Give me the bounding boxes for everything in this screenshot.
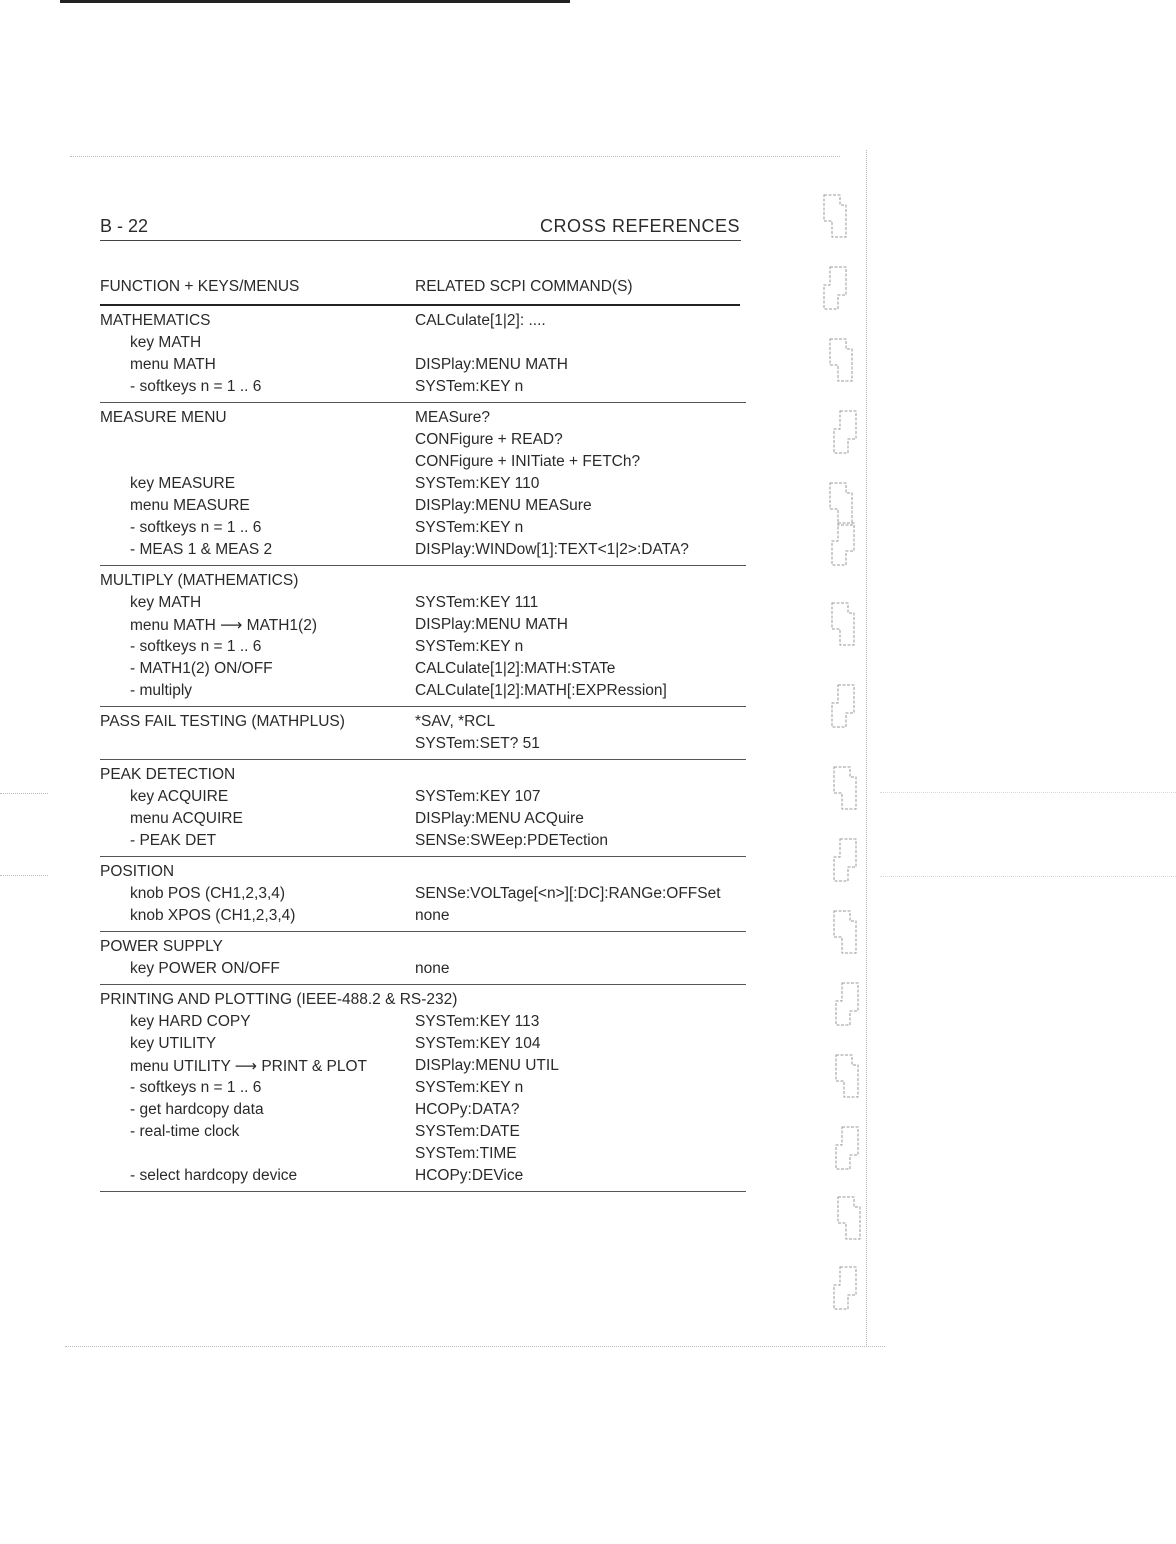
dotted-guide-line [0, 793, 48, 794]
scpi-command-cell: DISPlay:MENU ACQuire [415, 810, 584, 827]
column-headers [100, 276, 746, 304]
table-row [100, 936, 746, 958]
scpi-command-cell: *SAV, *RCL [415, 713, 496, 730]
header-rule [100, 240, 741, 241]
function-cell: POWER SUPPLY [100, 938, 223, 955]
scpi-command-cell: SYSTem:KEY 110 [415, 475, 540, 492]
page-top-edge [60, 0, 570, 3]
column-header-scpi: RELATED SCPI COMMAND(S) [415, 278, 633, 295]
table-group [100, 566, 746, 707]
table-row [100, 711, 746, 733]
function-cell: - softkeys n = 1 .. 6 [130, 378, 262, 395]
table-group [100, 760, 746, 857]
function-cell: PRINTING AND PLOTTING (IEEE-488.2 & RS-232) [100, 991, 458, 1008]
function-cell: - PEAK DET [130, 832, 217, 849]
index-tab-icon [832, 1265, 858, 1311]
index-tab-icon [822, 265, 848, 311]
function-cell: - MEAS 1 & MEAS 2 [130, 541, 273, 558]
index-tab-icon [830, 601, 856, 647]
table-row [100, 905, 746, 927]
table-row [100, 1011, 746, 1033]
dotted-guide-line [0, 875, 48, 876]
function-cell: menu UTILITY ⟶ PRINT & PLOT [130, 1058, 367, 1075]
function-cell: key ACQUIRE [130, 788, 229, 805]
table-row [100, 310, 746, 332]
table-row [100, 451, 746, 473]
index-tab-icon [836, 1195, 862, 1241]
scpi-command-cell: none [415, 960, 450, 977]
scpi-command-cell: SYSTem:KEY n [415, 638, 524, 655]
scpi-command-cell: SYSTem:TIME [415, 1145, 517, 1162]
table-row [100, 786, 746, 808]
table-row [100, 658, 746, 680]
scpi-command-cell: HCOPy:DATA? [415, 1101, 520, 1118]
function-cell: menu ACQUIRE [130, 810, 243, 827]
table-row [100, 1099, 746, 1121]
table-row [100, 958, 746, 980]
index-tab-icon [832, 909, 858, 955]
function-cell: menu MATH ⟶ MATH1(2) [130, 617, 317, 634]
table-group [100, 707, 746, 760]
table-row [100, 1077, 746, 1099]
section-title: CROSS REFERENCES [539, 216, 740, 236]
scpi-command-cell: SYSTem:KEY 111 [415, 594, 539, 611]
index-tab-icon [834, 981, 860, 1027]
table-row [100, 861, 746, 883]
table-row [100, 1033, 746, 1055]
table-group [100, 932, 746, 985]
function-cell: - softkeys n = 1 .. 6 [130, 519, 262, 536]
index-tab-strip [818, 185, 878, 1315]
scpi-command-cell: SYSTem:KEY 104 [415, 1035, 541, 1052]
scpi-command-cell: CONFigure + READ? [415, 431, 563, 448]
table-row [100, 517, 746, 539]
scpi-command-cell: SYSTem:KEY n [415, 1079, 524, 1096]
function-cell: - MATH1(2) ON/OFF [130, 660, 273, 677]
scpi-command-cell: SYSTem:DATE [415, 1123, 520, 1140]
function-cell: key POWER ON/OFF [130, 960, 280, 977]
function-cell: key MATH [130, 334, 202, 351]
function-cell: POSITION [100, 863, 175, 880]
scpi-command-cell: HCOPy:DEVice [415, 1167, 524, 1184]
function-cell: MEASURE MENU [100, 409, 227, 426]
dotted-guide-line [65, 1346, 885, 1347]
table-group [100, 306, 746, 403]
function-cell: - select hardcopy device [130, 1167, 298, 1184]
scpi-command-cell: MEASure? [415, 409, 490, 426]
table-row [100, 332, 746, 354]
scpi-command-cell: SENSe:SWEep:PDETection [415, 832, 608, 849]
table-row [100, 407, 746, 429]
table-row [100, 570, 746, 592]
function-cell: PEAK DETECTION [100, 766, 236, 783]
index-tab-icon [822, 193, 848, 239]
function-cell: - softkeys n = 1 .. 6 [130, 1079, 262, 1096]
dotted-guide-line [70, 156, 840, 157]
function-cell: - get hardcopy data [130, 1101, 264, 1118]
table-row [100, 429, 746, 451]
scpi-command-cell: DISPlay:MENU UTIL [415, 1057, 559, 1074]
index-tab-icon [828, 337, 854, 383]
table-row [100, 354, 746, 376]
table-group [100, 985, 746, 1192]
table-row [100, 989, 746, 1011]
function-cell: - multiply [130, 682, 193, 699]
scpi-command-cell: CALCulate[1|2]: .... [415, 312, 546, 329]
table-row [100, 1055, 746, 1077]
function-cell: - softkeys n = 1 .. 6 [130, 638, 262, 655]
scpi-command-cell: DISPlay:MENU MATH [415, 356, 569, 373]
scpi-command-cell: SYSTem:KEY n [415, 519, 524, 536]
table-row [100, 592, 746, 614]
table-row [100, 764, 746, 786]
table-row [100, 473, 746, 495]
scpi-command-cell: SYSTem:KEY 107 [415, 788, 541, 805]
index-tab-icon [830, 683, 856, 729]
scpi-command-cell: SYSTem:KEY 113 [415, 1013, 540, 1030]
table-row [100, 539, 746, 561]
table-row [100, 1143, 746, 1165]
table-row [100, 614, 746, 636]
scpi-command-cell: DISPlay:MENU MATH [415, 616, 569, 633]
function-cell: MATHEMATICS [100, 312, 211, 329]
function-cell: key HARD COPY [130, 1013, 251, 1030]
table-row [100, 376, 746, 398]
scpi-command-cell: CALCulate[1|2]:MATH[:EXPRession] [415, 682, 667, 699]
scpi-command-cell: none [415, 907, 450, 924]
index-tab-icon [832, 765, 858, 811]
table-group [100, 857, 746, 932]
index-tab-icon [834, 1125, 860, 1171]
scpi-command-cell: SYSTem:KEY n [415, 378, 524, 395]
scpi-command-cell: CALCulate[1|2]:MATH:STATe [415, 660, 616, 677]
function-cell: MULTIPLY (MATHEMATICS) [100, 572, 299, 589]
index-tab-icon [832, 837, 858, 883]
dotted-guide-line [880, 876, 1176, 877]
page-header [100, 216, 740, 240]
cross-reference-table [100, 276, 746, 1192]
table-row [100, 830, 746, 852]
table-row [100, 733, 746, 755]
table-row [100, 495, 746, 517]
function-cell: key MEASURE [130, 475, 236, 492]
function-cell: knob POS (CH1,2,3,4) [130, 885, 286, 902]
table-row [100, 680, 746, 702]
function-cell: knob XPOS (CH1,2,3,4) [130, 907, 296, 924]
function-cell: PASS FAIL TESTING (MATHPLUS) [100, 713, 345, 730]
dotted-guide-line [880, 792, 1176, 793]
scpi-command-cell: DISPlay:MENU MEASure [415, 497, 592, 514]
function-cell: key MATH [130, 594, 202, 611]
table-row [100, 1121, 746, 1143]
table-row [100, 1165, 746, 1187]
column-header-function: FUNCTION + KEYS/MENUS [100, 278, 300, 295]
table-row [100, 808, 746, 830]
index-tab-icon [830, 521, 856, 567]
scpi-command-cell: CONFigure + INITiate + FETCh? [415, 453, 641, 470]
table-row [100, 883, 746, 905]
table-group [100, 403, 746, 566]
index-tab-icon [834, 1053, 860, 1099]
page-number: B - 22 [100, 216, 149, 236]
function-cell: menu MATH [130, 356, 216, 373]
function-cell: key UTILITY [130, 1035, 217, 1052]
scpi-command-cell: SENSe:VOLTage[<n>][:DC]:RANGe:OFFSet [415, 885, 721, 902]
index-tab-icon [832, 409, 858, 455]
scpi-command-cell: DISPlay:WINDow[1]:TEXT<1|2>:DATA? [415, 541, 689, 558]
table-row [100, 636, 746, 658]
function-cell: menu MEASURE [130, 497, 250, 514]
function-cell: - real-time clock [130, 1123, 240, 1140]
table-body [100, 306, 746, 1192]
scpi-command-cell: SYSTem:SET? 51 [415, 735, 540, 752]
